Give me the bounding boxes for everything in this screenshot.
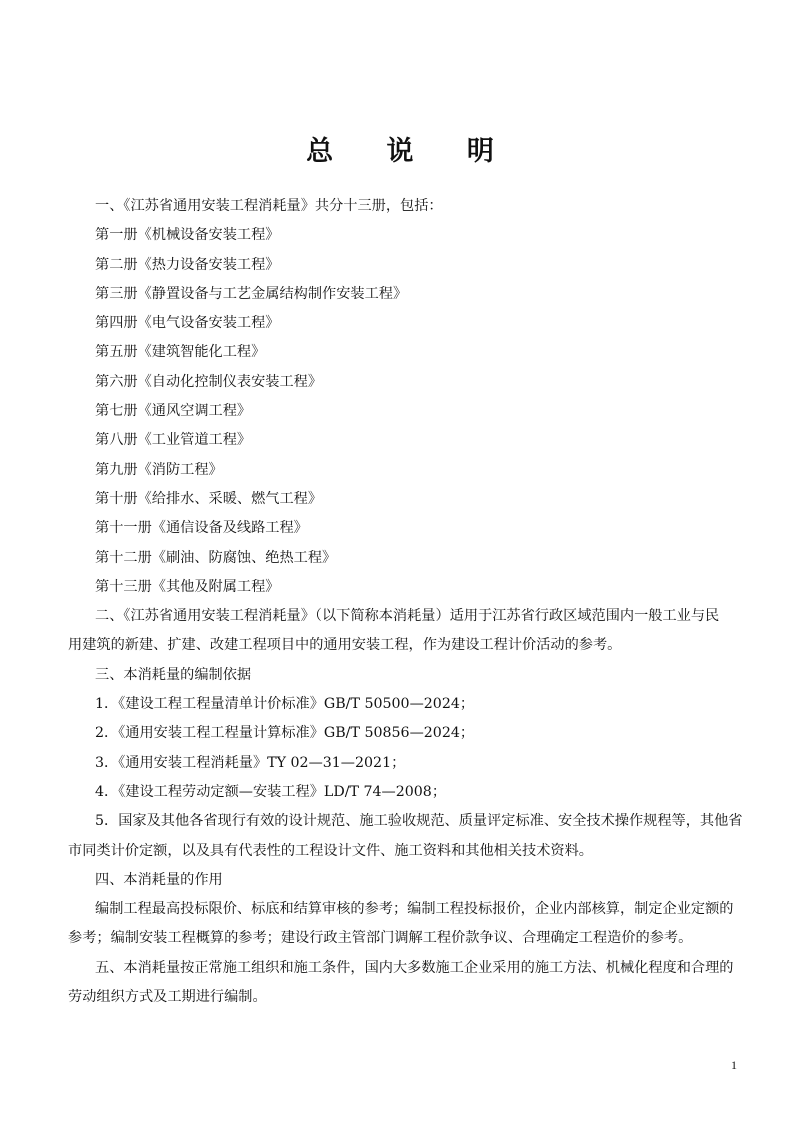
volume-item: 第一册《机械设备安装工程》 xyxy=(95,227,280,244)
section-4-line-2: 参考；编制安装工程概算的参考；建设行政主管部门调解工程价款争议、合理确定工程造价的参考。 xyxy=(68,930,693,947)
volume-item: 第七册《通风空调工程》 xyxy=(95,403,252,420)
section-2-line-1: 二、《江苏省通用安装工程消耗量》（以下简称本消耗量）适用于江苏省行政区域范围内一般工业与民 xyxy=(95,608,720,625)
volume-item: 第十三册《其他及附属工程》 xyxy=(95,578,280,595)
basis-item-5-line-2: 市同类计价定额，以及具有代表性的工程设计文件、施工资料和其他相关技术资料。 xyxy=(68,842,593,859)
basis-item: 4．《建设工程劳动定额—安装工程》LD/T 74—2008； xyxy=(95,783,447,800)
document-body xyxy=(68,192,743,1012)
volume-item: 第十二册《刷油、防腐蚀、绝热工程》 xyxy=(95,549,337,566)
section-2-line-2: 用建筑的新建、扩建、改建工程项目中的通用安装工程，作为建设工程计价活动的参考。 xyxy=(68,637,622,654)
section-4-heading: 四、本消耗量的作用 xyxy=(95,871,223,888)
volume-item: 第六册《自动化控制仪表安装工程》 xyxy=(95,373,323,390)
volume-item: 第二册《热力设备安装工程》 xyxy=(95,256,280,273)
section-4-line-1: 编制工程最高投标限价、标底和结算审核的参考；编制工程投标报价，企业内部核算，制定企业定额的 xyxy=(95,901,734,918)
volume-item: 第九册《消防工程》 xyxy=(95,461,223,478)
volume-item: 第四册《电气设备安装工程》 xyxy=(95,315,280,332)
section-5-line-2: 劳动组织方式及工期进行编制。 xyxy=(68,989,267,1006)
page-number: 1 xyxy=(731,1058,737,1072)
volume-item: 第十一册《通信设备及线路工程》 xyxy=(95,520,308,537)
intro-line: 一、《江苏省通用安装工程消耗量》共分十三册，包括： xyxy=(95,198,443,214)
basis-item: 2．《通用安装工程工程量计算标准》GB/T 50856—2024； xyxy=(95,725,475,742)
basis-item: 1．《建设工程工程量清单计价标准》GB/T 50500—2024； xyxy=(95,696,475,713)
volume-item: 第五册《建筑智能化工程》 xyxy=(95,344,266,361)
page-title: 总 说 明 xyxy=(306,136,516,167)
section-5-line-1: 五、本消耗量按正常施工组织和施工条件，国内大多数施工企业采用的施工方法、机械化程度和合理的 xyxy=(95,959,734,976)
volume-item: 第三册《静置设备与工艺金属结构制作安装工程》 xyxy=(95,285,408,302)
basis-item: 3．《通用安装工程消耗量》TY 02—31—2021； xyxy=(95,754,406,771)
section-3-heading: 三、本消耗量的编制依据 xyxy=(95,666,252,683)
basis-item-5-line-1: 5．国家及其他各省现行有效的设计规范、施工验收规范、质量评定标准、安全技术操作规程等，其他省 xyxy=(95,813,743,830)
volume-item: 第八册《工业管道工程》 xyxy=(95,432,252,449)
volume-item: 第十册《给排水、采暖、燃气工程》 xyxy=(95,490,323,507)
